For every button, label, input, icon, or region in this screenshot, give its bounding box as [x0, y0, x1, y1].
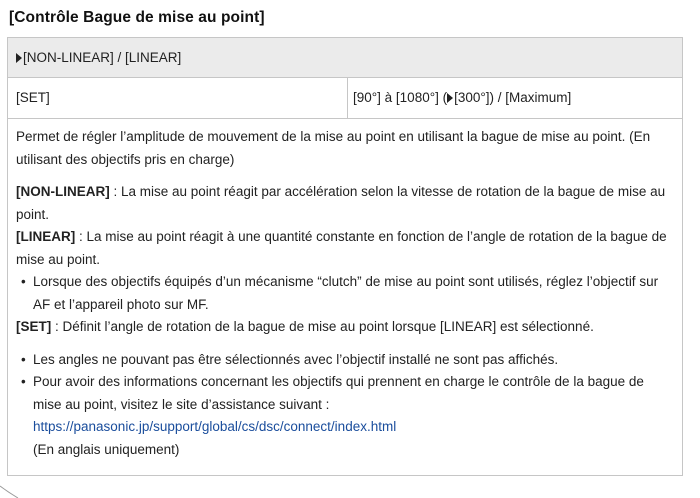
linear-paragraph — [16, 226, 674, 271]
nonlinear-paragraph — [16, 181, 674, 226]
angles-text: Les angles ne pouvant pas être sélectionnés avec l’objectif installé ne sont pas affichés. — [33, 351, 559, 367]
nonlinear-term: [NON-LINEAR] — [16, 184, 110, 199]
set-range-cell — [348, 78, 571, 118]
info-bullet — [16, 371, 674, 416]
clutch-bullet — [16, 271, 674, 316]
support-link[interactable]: https://panasonic.jp/support/global/cs/dsc/connect/index.html — [33, 419, 397, 434]
triangle-right-icon — [16, 53, 22, 63]
info-text: Pour avoir des informations concernant les objectifs qui prennent en charge le contrôle de la bague de mise au point, visitez le site d’assistance suivant : — [33, 374, 644, 412]
mode-options: [NON-LINEAR] / [LINEAR] — [23, 50, 182, 65]
linear-term: [LINEAR] — [16, 229, 76, 244]
language-note: (En anglais uniquement) — [33, 441, 180, 457]
settings-table — [7, 37, 683, 476]
intro-text: Permet de régler l’amplitude de mouvement de la mise au point en utilisant la bague de mise au point. (En utilisant des objectifs pris en charge) — [16, 129, 651, 167]
corner-decoration-icon — [0, 476, 30, 498]
nonlinear-desc: : La mise au point réagit par accélération selon la vitesse de rotation de la bague de mise au point. — [16, 184, 666, 222]
description — [16, 126, 674, 461]
set-term: [SET] — [16, 319, 52, 334]
set-label-cell — [8, 78, 348, 118]
range-end: [300°]) / [Maximum] — [454, 90, 572, 105]
set-desc: : Définit l’angle de rotation de la bague de mise au point lorsque [LINEAR] est sélectionné. — [51, 319, 594, 334]
page-title: [Contrôle Bague de mise au point] — [9, 9, 265, 26]
mode-row — [8, 38, 682, 78]
support-link-line — [16, 416, 674, 439]
set-paragraph — [16, 316, 674, 339]
set-row — [8, 78, 682, 119]
bullet-icon: • — [21, 374, 26, 389]
range-start: [90°] à [1080°] ( — [353, 90, 448, 105]
bullet-icon: • — [21, 274, 26, 289]
linear-desc: : La mise au point réagit à une quantité constante en fonction de l’angle de rotation de la bague de mise au point. — [16, 229, 667, 267]
angles-bullet — [16, 349, 674, 372]
set-label: [SET] — [16, 90, 50, 105]
default-marker-icon — [447, 93, 453, 103]
clutch-text: Lorsque des objectifs équipés d’un mécanisme “clutch” de mise au point sont utilisés, réglez l’objectif sur AF et l’appareil photo sur MF. — [33, 274, 659, 312]
bullet-icon: • — [21, 351, 26, 367]
